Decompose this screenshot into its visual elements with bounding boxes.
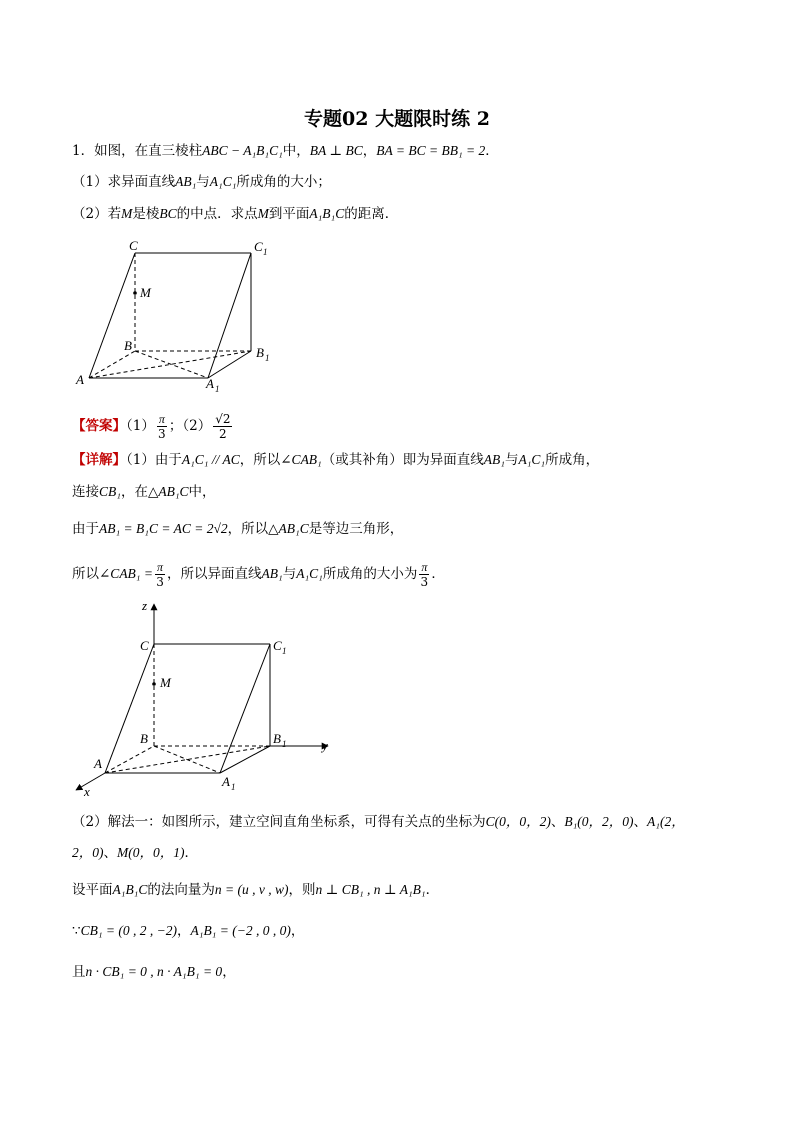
numerator: π	[157, 560, 164, 574]
text: 且	[72, 964, 86, 980]
math: BC	[159, 206, 177, 221]
math: A₁B₁C	[309, 206, 345, 221]
text: ．	[485, 143, 499, 159]
detail-line-3	[72, 519, 403, 539]
math: AB₁	[261, 566, 283, 581]
math: CB₁ = (0 , 2 , −2)	[80, 923, 177, 938]
edge-ca	[89, 253, 135, 378]
edge-c1a1	[220, 644, 270, 773]
math: M	[121, 206, 133, 221]
text: ，所以异面直线	[167, 566, 262, 582]
math: C(0，0，2)	[485, 814, 551, 829]
label-c: C	[140, 638, 149, 653]
text: 到平面	[268, 206, 310, 222]
prism-figure-2	[70, 598, 340, 798]
math: n = (u , v , w)	[214, 882, 289, 897]
detail-line-4	[72, 560, 445, 589]
math: ABC − A₁B₁C₁	[202, 143, 283, 158]
text: 、	[103, 845, 117, 861]
text: 的距离．	[344, 206, 399, 222]
text: （1）由于	[126, 452, 182, 468]
fraction	[213, 412, 232, 441]
denominator: 2	[219, 427, 227, 441]
label-x: x	[84, 784, 90, 799]
text: ；（2）	[168, 418, 212, 434]
math: A₁B₁ = (−2 , 0 , 0)	[190, 923, 291, 938]
label-a: A	[76, 372, 84, 387]
text: 连接	[72, 484, 99, 500]
math: ∠CAB₁ =	[99, 566, 153, 581]
math: A₁C₁	[518, 452, 546, 467]
solution-line-2	[72, 843, 198, 863]
text: 1．如图，在直三棱柱	[72, 143, 203, 159]
answer-line	[72, 412, 234, 441]
text: 的法向量为	[147, 882, 215, 898]
text: 中，	[282, 143, 310, 159]
edge-ca	[105, 644, 154, 773]
label-z: z	[142, 598, 148, 613]
text: （1）	[126, 418, 155, 434]
label-a1: A	[206, 376, 214, 391]
fraction	[419, 560, 429, 589]
text: ，	[290, 923, 305, 939]
solution-line-1	[72, 812, 685, 832]
denominator: 3	[158, 427, 166, 441]
text: 设平面	[72, 882, 113, 898]
math: M(0，0，1)	[117, 845, 185, 860]
text: ，	[177, 923, 191, 939]
text: ，	[362, 143, 377, 159]
detail-tag: 【详解】	[72, 452, 126, 468]
text: （或其补角）即为异面直线	[321, 452, 484, 468]
label-a: A	[94, 756, 102, 771]
text: 所成角的大小；	[236, 174, 331, 190]
label-a1-sub: 1	[215, 384, 220, 394]
text: 所成角的大小为	[322, 566, 418, 582]
page-title: 专题02 大题限时练 2	[304, 108, 490, 130]
math: AB₁C	[278, 521, 309, 536]
text: ，所以	[239, 452, 281, 468]
question-1	[72, 172, 331, 192]
solution-line-3	[72, 880, 439, 900]
point-m	[133, 291, 137, 295]
label-b: B	[140, 731, 148, 746]
text: 所成角，	[545, 452, 600, 468]
edge-ab1	[89, 351, 251, 378]
label-b1-sub: 1	[265, 353, 270, 363]
question-2	[72, 204, 398, 224]
math: AB₁	[483, 452, 505, 467]
text: （2）若	[72, 206, 122, 222]
text: ，所以△	[227, 521, 279, 537]
math: BA = BC = BB₁ = 2	[376, 143, 486, 158]
label-a1-sub: 1	[231, 782, 236, 792]
edge-ba1	[154, 746, 220, 773]
axis-x	[76, 773, 105, 790]
solution-line-4	[72, 921, 304, 941]
text: ，	[222, 964, 236, 980]
denominator: 3	[420, 575, 429, 589]
label-c1: C	[273, 638, 282, 653]
detail-line-1	[72, 450, 599, 470]
edge-c1a1	[208, 253, 251, 378]
text: 所以	[72, 566, 99, 582]
label-b1-sub: 1	[282, 739, 287, 749]
text: （2）解法一：如图所示，建立空间直角坐标系，可得有关点的坐标为	[72, 814, 486, 830]
denominator: 3	[156, 575, 164, 589]
label-c1: C	[254, 239, 263, 254]
label-y: y	[322, 738, 328, 753]
math: n ⊥ CB₁ , n ⊥ A₁B₁	[315, 882, 426, 897]
math: A₁B₁C	[112, 882, 148, 897]
numerator: √2	[215, 412, 231, 426]
label-b: B	[124, 338, 132, 353]
numerator: π	[158, 412, 165, 426]
math: B₁(0，2，0)	[564, 814, 634, 829]
text: 与	[196, 174, 210, 190]
fraction	[157, 412, 167, 441]
text: ．	[184, 845, 198, 861]
solution-line-5	[72, 962, 236, 982]
label-a1: A	[222, 774, 230, 789]
text: （1）求异面直线	[72, 174, 176, 190]
math: A₁C₁	[296, 566, 323, 581]
text: ．	[425, 882, 440, 898]
fraction	[155, 560, 165, 589]
label-b1: B	[256, 345, 264, 360]
point-m	[152, 682, 156, 686]
math: M	[257, 206, 269, 221]
math: AB₁	[175, 174, 197, 189]
label-c: C	[129, 238, 138, 253]
text: 与	[282, 566, 297, 582]
math: AB₁C	[158, 484, 189, 499]
math: A₁C₁ // AC	[181, 452, 240, 467]
text: 由于	[72, 521, 99, 537]
math: A₁C₁	[209, 174, 237, 189]
detail-line-2	[72, 482, 216, 502]
text: ．	[431, 566, 445, 582]
math: n · CB₁ = 0 , n · A₁B₁ = 0	[85, 964, 223, 979]
text: 与	[504, 452, 519, 468]
text: ∵	[72, 923, 81, 939]
math: AB₁ = B₁C = AC = 2√2	[99, 521, 228, 536]
text: 、	[633, 814, 648, 830]
math: ∠CAB₁	[280, 452, 322, 467]
label-b1: B	[273, 731, 281, 746]
problem-line-1	[72, 141, 499, 161]
text: 、	[550, 814, 565, 830]
prism-figure-1	[70, 235, 290, 395]
math: A₁(2，	[647, 814, 685, 829]
math: BA ⊥ BC	[309, 143, 363, 158]
label-c1-sub: 1	[282, 646, 287, 656]
numerator: π	[421, 560, 428, 574]
text: 是棱	[132, 206, 160, 222]
answer-tag: 【答案】	[72, 418, 126, 434]
text: ，则	[288, 882, 316, 898]
text: 的中点．求点	[176, 206, 258, 222]
text: 中，	[188, 484, 216, 500]
label-c1-sub: 1	[263, 247, 268, 257]
text: ，在△	[120, 484, 159, 500]
label-m: M	[160, 675, 171, 690]
edge-ba1	[135, 351, 208, 378]
math: CB₁	[99, 484, 121, 499]
text: 是等边三角形，	[308, 521, 404, 537]
math: 2，0)	[72, 845, 104, 860]
label-m: M	[140, 285, 151, 300]
